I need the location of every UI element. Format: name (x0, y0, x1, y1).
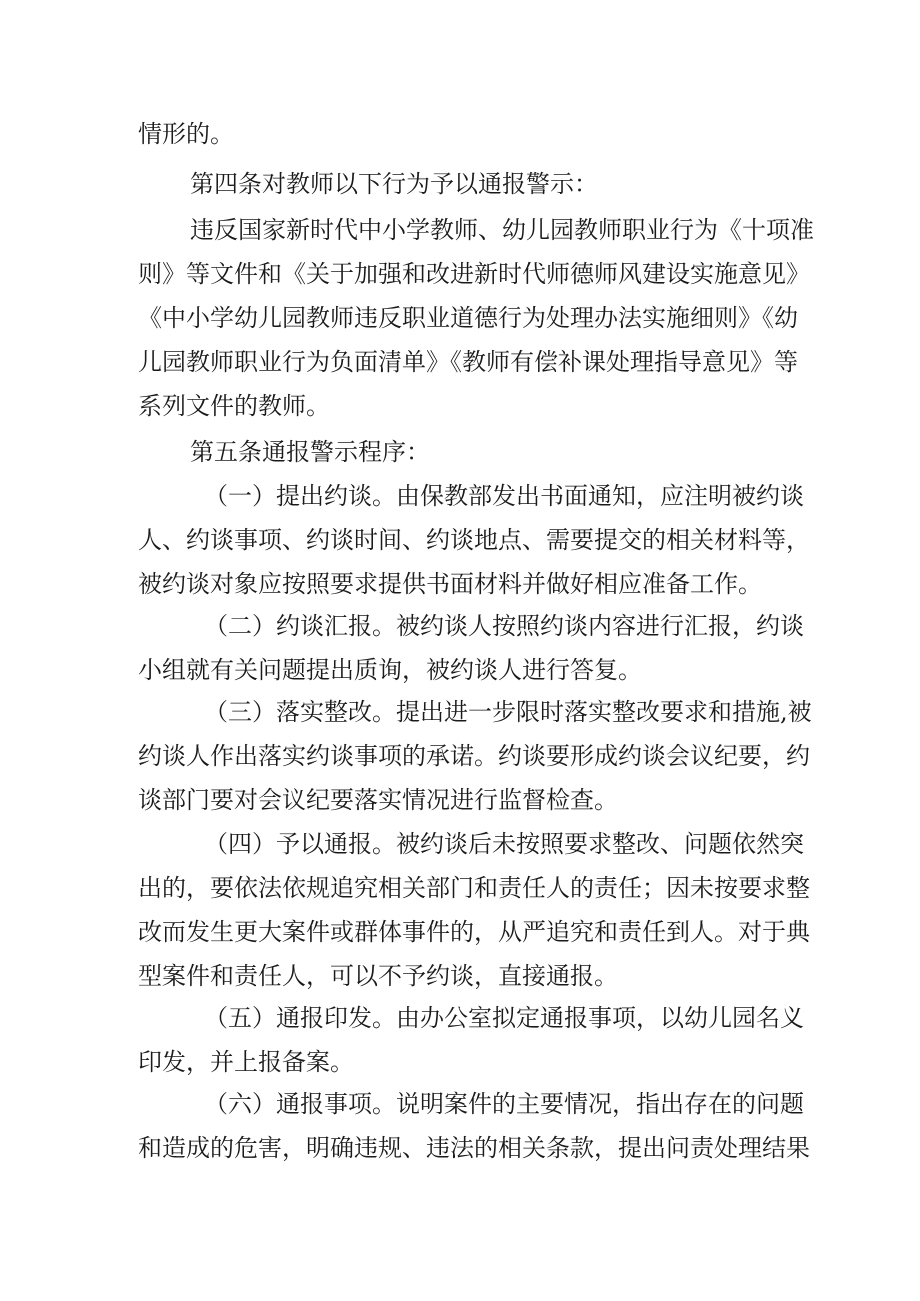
text-line: （一）提出约谈。由保教部发出书面通知，应注明被约谈 (204, 482, 804, 510)
text-line: 谈部门要对会议纪要落实情况进行监督检查。 (138, 786, 618, 814)
text-line: 和造成的危害，明确违规、违法的相关条款，提出问责处理结果 (138, 1134, 810, 1162)
text-line: 则》等文件和《关于加强和改进新时代师德师风建设实施意见》 (138, 260, 810, 288)
text-line: 系列文件的教师。 (138, 392, 330, 420)
text-line: 改而发生更大案件或群体事件的，从严追究和责任到人。对于典 (138, 918, 810, 946)
text-line: 小组就有关问题提出质询，被约谈人进行答复。 (138, 656, 642, 684)
text-line: （四）予以通报。被约谈后未按照要求整改、问题依然突 (204, 830, 804, 858)
text-line: 约谈人作出落实约谈事项的承诺。约谈要形成约谈会议纪要，约 (138, 742, 810, 770)
text-line: （二）约谈汇报。被约谈人按照约谈内容进行汇报，约谈 (204, 612, 804, 640)
text-line: 《中小学幼儿园教师违反职业道德行为处理办法实施细则》《幼 (138, 304, 798, 332)
text-line: （五）通报印发。由办公室拟定通报事项，以幼儿园名义 (204, 1004, 804, 1032)
article-heading: 第五条通报警示程序： (190, 438, 430, 466)
text-line: （三）落实整改。提出进一步限时落实整改要求和措施,被 (204, 698, 812, 726)
text-line: 被约谈对象应按照要求提供书面材料并做好相应准备工作。 (138, 570, 762, 598)
text-line: 儿园教师职业行为负面清单》《教师有偿补课处理指导意见》等 (138, 348, 798, 376)
article-heading: 第四条对教师以下行为予以通报警示： (190, 170, 598, 198)
text-line: 出的，要依法依规追究相关部门和责任人的责任；因未按要求整 (138, 874, 810, 902)
text-line: 型案件和责任人，可以不予约谈，直接通报。 (138, 962, 618, 990)
text-line: 人、约谈事项、约谈时间、约谈地点、需要提交的相关材料等， (138, 526, 810, 554)
text-line: （六）通报事项。说明案件的主要情况，指出存在的问题 (204, 1090, 804, 1118)
text-line: 情形的。 (138, 120, 234, 148)
text-line: 违反国家新时代中小学教师、幼儿园教师职业行为《十项准 (190, 216, 814, 244)
text-line: 印发，并上报备案。 (138, 1048, 354, 1076)
